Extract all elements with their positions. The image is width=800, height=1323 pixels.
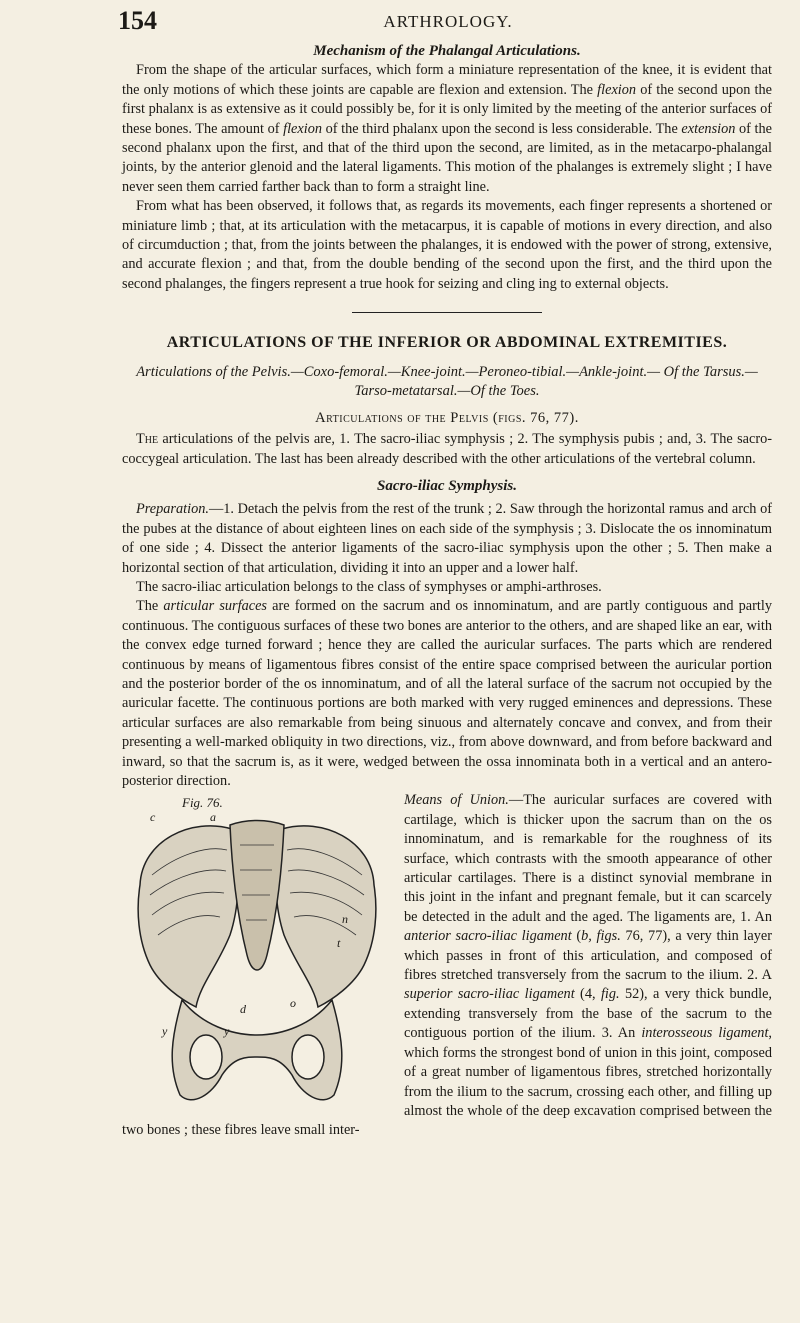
fig-label: a (210, 810, 216, 825)
running-head (118, 6, 778, 36)
paragraph: The articulations of the pelvis are, 1. The sacro-iliac symphysis ; 2. The symphysis pubis ; and, 3. The sacro-coccygeal articulation. The last has been already described with the other articulations of the vertebral column. (122, 431, 772, 467)
paragraph: From what has been observed, it follows that, as regards its movements, each finger represents a shortened or miniature limb ; that, at its articulation with the metacarpus, it is capable of motions in every direction, and also of circumduction ; that, from the joints between the phalanges, it is endowed with the power of strong, extensive, and accurate flexion ; and that, from the double bending of the second upon the first, and the third upon the second phalanges, the fingers represent a true hook for seizing and cling ing to external objects. (122, 198, 772, 292)
pelvis-figure (122, 795, 392, 1115)
section-heading-inferior: ARTICULATIONS OF THE INFERIOR OR ABDOMINAL EXTREMITIES. (166, 334, 728, 352)
right-ilium (275, 826, 375, 1007)
figure-caption: Fig. 76. (182, 795, 223, 811)
paragraph: The articular surfaces are formed on the sacrum and os innominatum, and are partly contiguous and partly continuous. The contiguous surfaces of these two bones are anterior to the others, and are shaped like an ear, with the convex edge turned forward ; hence they are called the auricular surfaces. The parts which are rendered continuous by means of ligamentous fibres consist of the entire space comprised between the auricular portion and the posterior border of the os innominatum, and of all the lateral surface of the sacrum not occupied by the auricular facette. The continuous portions are both marked with very rugged eminences and depressions. These articular surfaces are also remarkable from being sinuous and alternately concave and convex, and from their presenting a well-marked obliquity in two directions, viz., from above downward, and from before backward and inward, so that the sacrum is, as it were, wedged between the ossa innominata both in a vertical and an antero-posterior direction. (122, 598, 772, 789)
fig-label: o (290, 996, 296, 1011)
paragraph: The sacro-iliac articulation belongs to the class of symphyses or amphi-arthroses. (136, 578, 602, 595)
paragraph: Preparation.—1. Detach the pelvis from the rest of the trunk ; 2. Saw through the horizontal ramus and arch of the pubes at the distance of about eighteen lines on each side of the symphysis ; 3. Dislocate the os innominatum of one side ; 4. Dissect the anterior ligaments of the sacro-iliac symphysis upon the other ; 5. Then make a horizontal section of that articulation, dividing it into an upper and a lower half. (122, 501, 772, 576)
left-ilium (138, 826, 238, 1007)
paragraph: From the shape of the articular surfaces, which form a miniature representation of the knee, it is evident that the only motions of which these joints are capable are flexion and extension. The flexion of the second upon the first phalanx is as extensive as it could possibly be, for it is only limited by the meeting of the anterior surfaces of these bones. The amount of flexion of the third phalanx upon the second is less considerable. The extension of the second phalanx upon the first, and that of the third upon the second, are limited, as in the metacarpo-phalangal joints, by the anterior glenoid and the lateral ligaments. This motion of the phalanges is extremely slight ; I have never seen them carried farther back than to form a straight line. (122, 62, 772, 195)
running-title: ARTHROLOGY. (383, 12, 513, 31)
fig-label: d (240, 1002, 246, 1017)
fig-label: y (162, 1024, 168, 1039)
section-heading-sacro-iliac: Sacro-iliac Symphysis. (376, 477, 517, 494)
fig-label: y (224, 1024, 230, 1039)
section-divider (352, 312, 542, 313)
section-heading-phalangal: Mechanism of the Phalangal Articulations. (313, 43, 581, 59)
pelvis-illustration (122, 795, 392, 1115)
pelvis-heading: Articulations of the Pelvis (figs. 76, 77). (315, 409, 579, 426)
fig-label: t (337, 936, 341, 951)
fig-label: n (342, 912, 348, 927)
page-body (122, 42, 772, 1141)
paragraph-with-figure: Fig. 76. c a n t d o y y Means of Union.—The auricular surfaces are covered with cartilage, which is thicker upon the sacrum than on the os innominatum, and is remarkable for the roughness of its surface, which contrasts with the smooth appearance of other articular cartilages. There is a distinct synovial membrane in this joint in the infant and pregnant female, but it can scarcely be detected in the adult and the aged. The ligaments are, 1. An anterior sacro-iliac ligament (b, figs. 76, 77), a very thin layer which passes in front of this articulation, and composed of fibres stretched transversely from the sacrum to the ilium. 2. A superior sacro-iliac ligament (4, fig. 52), a very thick bundle, extending transversely from the base of the sacrum to the contiguous portion of the ilium. 3. An interosseous ligament, which forms the strongest bond of union in this joint, composed of a great number of ligamentous fibres, stretched horizontally from the ilium to the sacrum, crossing each other, and filling up almost the whole of the deep excavation comprised between the two bones ; these fibres leave small inter- (122, 792, 772, 1139)
section-subheading: Articulations of the Pelvis.—Coxo-femoral.—Knee-joint.—Peroneo-tibial.—Ankle-joint.— Of the Tarsus.—Tarso-metatarsal.—Of the Toes. (136, 363, 758, 399)
page-number: 154 (118, 6, 157, 35)
fig-label: c (150, 810, 156, 825)
